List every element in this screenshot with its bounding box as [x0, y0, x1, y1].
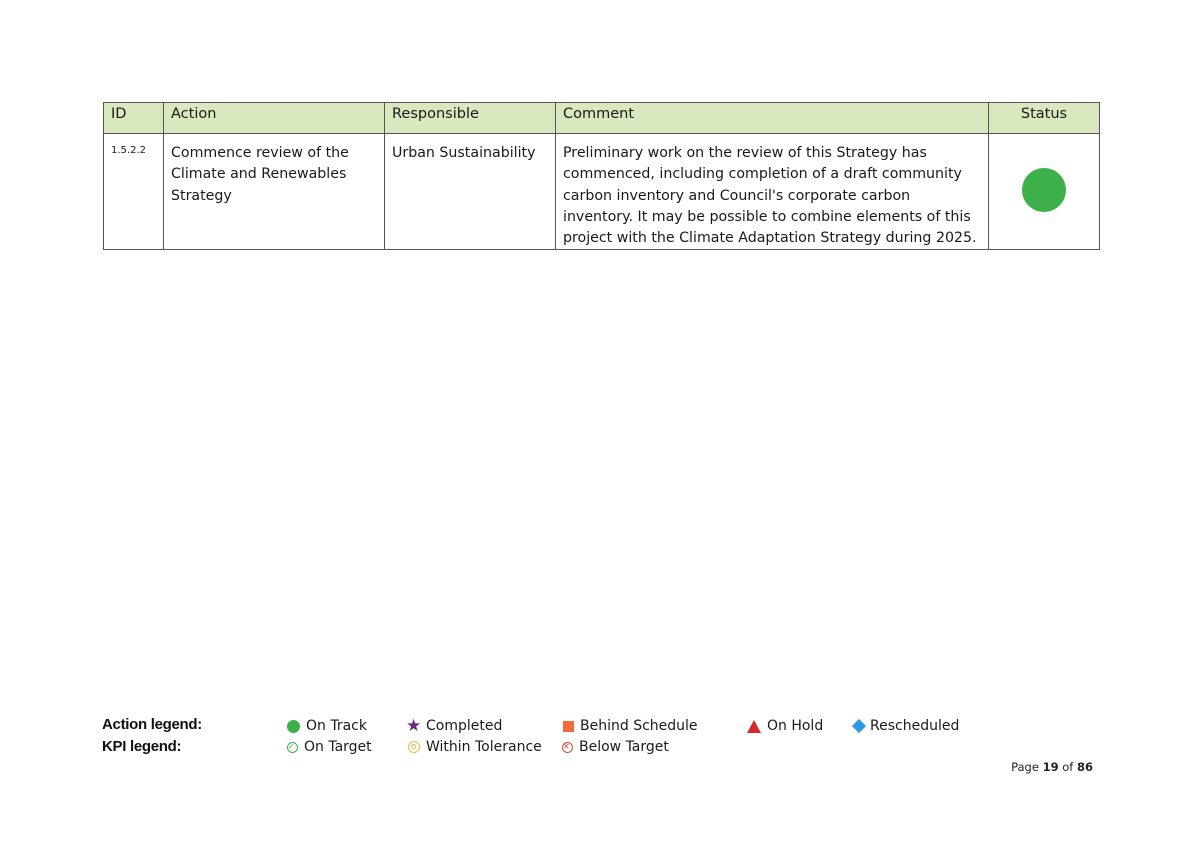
- actions-table: [103, 102, 1100, 250]
- legend-on-hold: [747, 716, 823, 736]
- legend-behind-schedule-label: Behind Schedule: [580, 718, 698, 734]
- purple-star-icon: ★: [406, 715, 422, 736]
- page-total: 86: [1076, 760, 1093, 774]
- table-row: [104, 134, 1100, 250]
- check-circle-icon: ✓: [287, 742, 298, 753]
- legend-on-track: [287, 716, 367, 736]
- x-circle-icon: ✕: [562, 742, 573, 753]
- header-id: ID: [104, 103, 164, 134]
- legend-within-tolerance: [408, 737, 542, 757]
- legend-on-target-label: On Target: [304, 739, 372, 755]
- header-comment: Comment: [556, 103, 989, 134]
- legend-on-track-label: On Track: [306, 718, 367, 734]
- table-header-row: [104, 103, 1100, 134]
- status-on-track-icon: [1022, 168, 1066, 212]
- page-of: of: [1062, 760, 1074, 774]
- legend-rescheduled: [852, 716, 959, 736]
- target-icon: [408, 741, 420, 753]
- row-status: [989, 134, 1100, 250]
- blue-diamond-icon: [852, 719, 866, 733]
- action-legend-label: Action legend:: [102, 716, 202, 733]
- header-status: Status: [989, 103, 1100, 134]
- orange-square-icon: [563, 721, 574, 732]
- red-triangle-icon: [747, 720, 761, 733]
- kpi-legend-label: KPI legend:: [102, 738, 182, 755]
- green-circle-icon: [287, 720, 300, 733]
- legend-completed: [406, 716, 502, 736]
- row-id: 1.5.2.2: [104, 134, 164, 250]
- header-action: Action: [164, 103, 385, 134]
- legend-below-target-label: Below Target: [579, 739, 669, 755]
- legend: [102, 716, 1002, 760]
- legend-on-hold-label: On Hold: [767, 718, 824, 734]
- legend-on-target: [287, 737, 372, 757]
- page-number: [1011, 760, 1093, 774]
- header-responsible: Responsible: [385, 103, 556, 134]
- page-prefix: Page: [1011, 760, 1039, 774]
- row-responsible: Urban Sustainability: [385, 134, 556, 250]
- legend-behind-schedule: [563, 716, 698, 736]
- row-comment: Preliminary work on the review of this Strategy has commenced, including completion of a draft community carbon inventory and Council's corporate carbon inventory. It may be possible to combine elements of this project with the Climate Adaptation Strategy during 2025.: [556, 134, 989, 250]
- legend-below-target: [562, 737, 669, 757]
- row-action: Commence review of the Climate and Renewables Strategy: [164, 134, 385, 250]
- legend-completed-label: Completed: [426, 718, 503, 734]
- legend-rescheduled-label: Rescheduled: [870, 718, 960, 734]
- page-current: 19: [1042, 760, 1059, 774]
- legend-within-tolerance-label: Within Tolerance: [426, 739, 542, 755]
